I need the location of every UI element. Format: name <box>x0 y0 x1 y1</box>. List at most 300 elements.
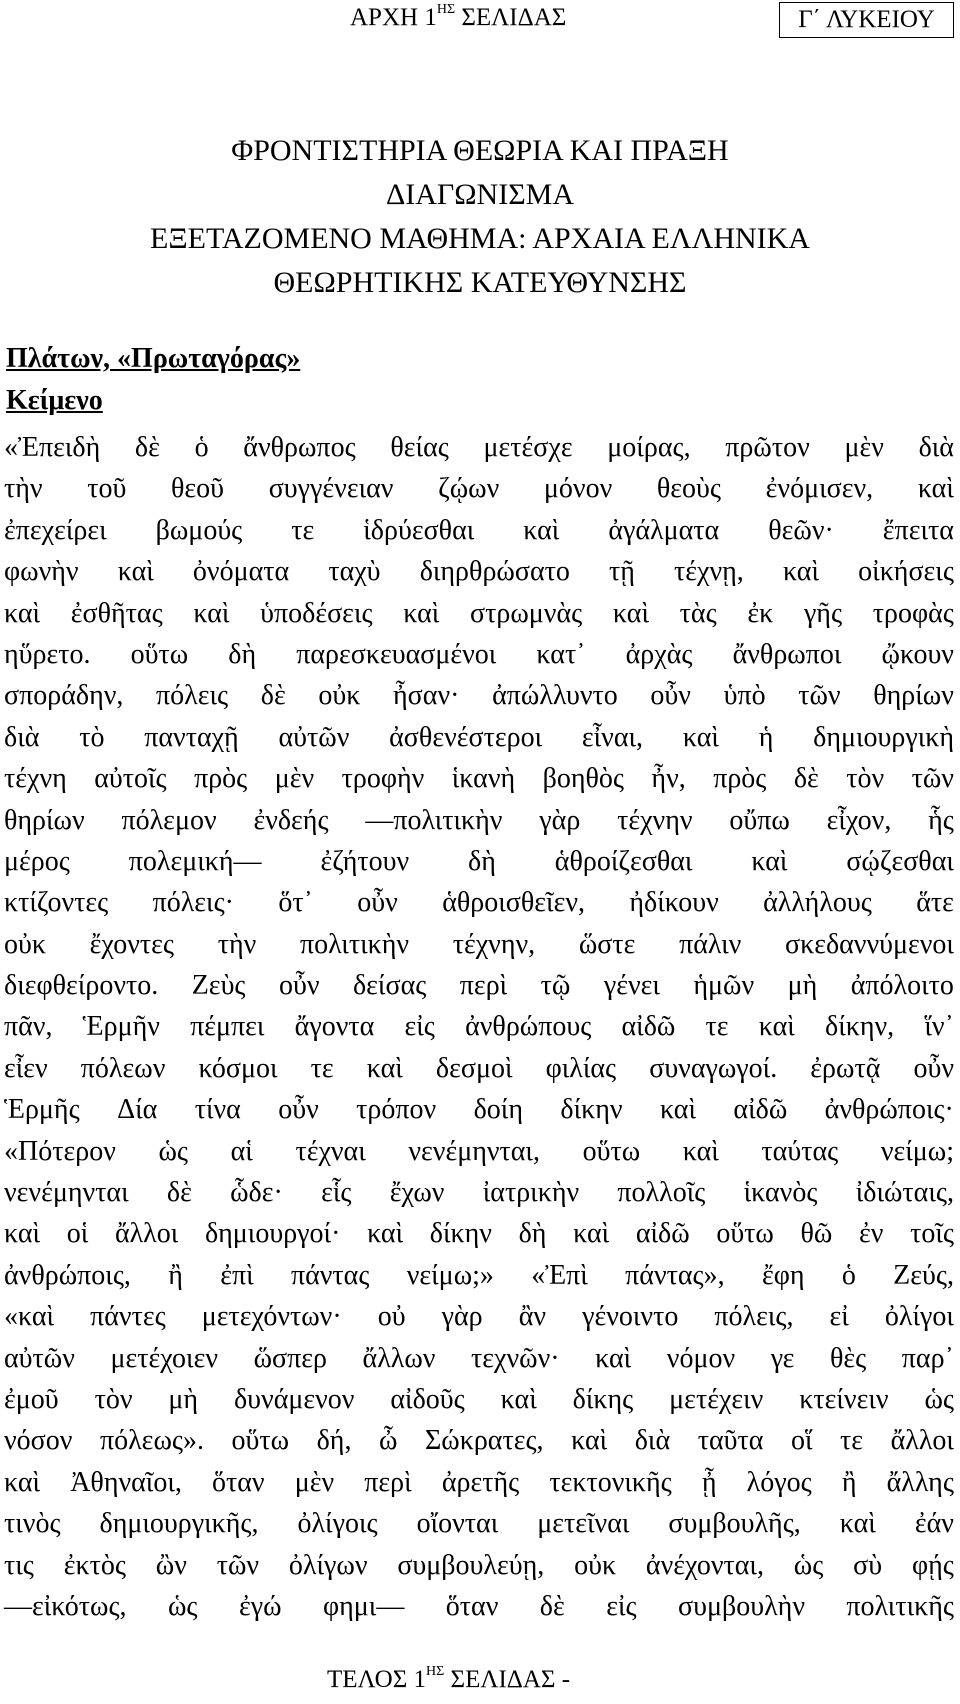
word: θεῶν· <box>768 514 834 546</box>
word: ἱδρύεσθαι <box>363 514 475 546</box>
word: βωμούς <box>155 514 243 546</box>
word: ὡς <box>158 1135 189 1167</box>
word: αὐτῶν <box>4 1342 75 1374</box>
word: δὴ <box>468 845 496 877</box>
word: τοῖς <box>910 1218 954 1250</box>
word: σποράδην, <box>4 680 124 712</box>
word: πολιτικὴν <box>299 928 410 960</box>
passage-line <box>4 965 954 1006</box>
word: ἂν <box>518 1301 547 1333</box>
word: πανταχῇ <box>144 721 239 753</box>
word: φωνὴν <box>4 556 79 588</box>
passage-line <box>4 1172 954 1213</box>
word: καὶ <box>403 597 440 629</box>
passage-line <box>4 1255 954 1296</box>
word: ἦσαν· <box>393 680 460 712</box>
word: εἰ <box>829 1301 849 1333</box>
word: οὕτω <box>716 1218 774 1250</box>
word: τῶν <box>798 680 841 712</box>
word: ηὕρετο. <box>4 638 91 670</box>
passage-line <box>4 1006 954 1047</box>
word: πολεμική— <box>128 845 262 877</box>
word: τε <box>705 1011 729 1043</box>
passage-line <box>4 758 954 799</box>
header-page-prefix: ΑΡΧΗ 1 <box>350 4 437 31</box>
word: καὶ <box>595 1342 632 1374</box>
word: ἄνθρωπος <box>243 432 356 463</box>
word: πολλοῖς <box>617 1177 706 1209</box>
word: —εἰκότως, <box>4 1590 127 1622</box>
word: ᾖ <box>701 1466 717 1498</box>
word: τίνα <box>194 1094 241 1126</box>
word: τε <box>840 1425 864 1457</box>
page-header-left <box>350 4 566 32</box>
word: οὖν <box>357 887 398 919</box>
word: δὲ <box>260 680 286 712</box>
word: σὺ <box>853 1549 883 1581</box>
word: καὶ <box>782 556 820 588</box>
word: πόλεως». <box>99 1425 204 1457</box>
word: διὰ <box>918 432 954 463</box>
word: πόλεις· <box>152 887 234 919</box>
passage-line <box>4 1048 954 1089</box>
passage-line <box>4 1089 954 1130</box>
word: αὐτῶν <box>278 721 350 753</box>
passage-line <box>4 924 954 965</box>
word: ἐγώ <box>238 1590 282 1622</box>
word: συμβουλῆς, <box>668 1508 801 1540</box>
word: ὀλίγοι <box>884 1301 954 1333</box>
word: οὐ <box>377 1301 406 1333</box>
word: ὀλίγοις <box>297 1508 378 1540</box>
word: μὲν <box>274 763 315 795</box>
word: οὐκ <box>4 928 46 960</box>
word: φιλίας <box>545 1052 617 1084</box>
passage-line <box>4 1586 954 1627</box>
word: θηρίων <box>873 680 954 712</box>
word: καὶ <box>367 1218 404 1250</box>
word: καὶ <box>682 721 719 753</box>
word: καὶ <box>500 1383 537 1415</box>
word: εἰς <box>606 1590 637 1622</box>
word: παρεσκευασμένοι <box>296 638 497 670</box>
word: δίκης <box>572 1383 634 1415</box>
word: θηρίων <box>4 804 85 836</box>
word: ἀνθρώποις, <box>4 1259 131 1291</box>
passage-line <box>4 634 954 675</box>
word: καὶ <box>571 1425 608 1457</box>
word: σῴζεσθαι <box>846 845 954 877</box>
word: τέχνη <box>4 763 67 795</box>
word: καὶ <box>4 1218 41 1250</box>
word: ἔχοντες <box>89 928 174 960</box>
word: δὲ <box>539 1590 565 1622</box>
word: δὴ <box>518 1218 547 1250</box>
word: αἰδῶ <box>635 1218 690 1250</box>
word: νενέμηνται, <box>408 1135 540 1167</box>
word: Ζεὺς <box>191 970 246 1002</box>
passage-line <box>4 841 954 882</box>
word: θὲς <box>829 1342 867 1374</box>
word: θῶ <box>800 1218 833 1250</box>
section-label: Κείμενο <box>6 385 103 416</box>
word: ἀλλήλους <box>763 887 872 919</box>
word: νόμον <box>666 1342 736 1374</box>
word: πολιτικῆς <box>846 1590 954 1622</box>
word: οὐκ <box>574 1549 617 1581</box>
word: ἀνέχονται, <box>645 1549 764 1581</box>
word: καὶ <box>4 1466 41 1498</box>
word: ἐσθῆτας <box>70 597 163 629</box>
word: νενέμηνται <box>4 1177 129 1209</box>
word: τέχνην <box>617 804 693 836</box>
passage-line <box>4 1420 954 1461</box>
word: καὶ <box>612 597 649 629</box>
word: οὖν <box>650 680 691 712</box>
passage-line <box>4 1131 954 1172</box>
word: ἀγάλματα <box>608 514 720 546</box>
word: μέρος <box>4 845 70 877</box>
passage-line <box>4 593 954 634</box>
word: εἰς <box>404 1011 435 1043</box>
word: σκεδαννύμενοι <box>784 928 954 960</box>
word: οἴονται <box>416 1508 499 1540</box>
word: τρόπον <box>356 1094 437 1126</box>
word: παρ᾽ <box>901 1342 954 1374</box>
word: οὐκ <box>318 680 361 712</box>
word: οἰκήσεις <box>858 556 954 588</box>
word: δημιουργικῆς, <box>99 1508 259 1540</box>
word: καὶ <box>751 845 788 877</box>
word: καὶ <box>523 514 560 546</box>
word: ἀσθενέστεροι <box>389 721 543 753</box>
word: κτίζοντες <box>4 887 109 919</box>
passage-line <box>4 1503 954 1544</box>
word: ἱκανὴ <box>451 763 516 795</box>
passage-line <box>4 675 954 716</box>
word: ἢ <box>841 1466 857 1498</box>
word: καὶ <box>4 597 41 629</box>
word: μετεχόντων· <box>201 1301 342 1333</box>
word: καὶ <box>117 556 154 588</box>
word: ἐνόμισεν, <box>765 473 874 505</box>
word: οὖν <box>913 1052 954 1084</box>
word: καὶ <box>366 1052 403 1084</box>
word: ἔπειτα <box>882 514 954 546</box>
word: τεκτονικῆς <box>549 1466 672 1498</box>
word: πόλεις, <box>714 1301 794 1333</box>
word: πέμπει <box>190 1011 265 1043</box>
word: ἡ <box>758 721 774 753</box>
word: ἄλλων <box>362 1342 436 1374</box>
word: συναγωγοί. <box>649 1052 778 1084</box>
word: καὶ <box>193 597 230 629</box>
word: τις <box>4 1549 34 1581</box>
word: εἶχον, <box>826 804 892 836</box>
word: ζῴων <box>438 473 500 505</box>
word: διεφθείροντο. <box>4 970 159 1002</box>
word: δίκην, <box>825 1011 895 1043</box>
word: μετεῖναι <box>537 1508 630 1540</box>
word: τῷ <box>540 970 571 1002</box>
passage-line <box>4 1462 954 1503</box>
word: οὔπω <box>729 804 790 836</box>
word: εἶναι, <box>581 721 644 753</box>
word: καὶ <box>659 1094 697 1126</box>
word: ὑπὸ <box>723 680 766 712</box>
word: τὴν <box>217 928 257 960</box>
word: ᾤκουν <box>881 638 954 670</box>
title-line: ΘΕΩΡΗΤΙΚΗΣ ΚΑΤΕΥΘΥΝΣΗΣ <box>273 266 687 299</box>
word: ἰδιώταις, <box>855 1177 954 1209</box>
word: μόνον <box>543 473 613 505</box>
word: δή, <box>316 1425 352 1457</box>
word: οὕτω <box>130 638 189 670</box>
word: δυνάμενον <box>233 1383 355 1415</box>
word: ἐκτὸς <box>63 1549 126 1581</box>
word: ἁθροίζεσθαι <box>554 845 693 877</box>
word: πόλεις <box>156 680 229 712</box>
word: ὦ <box>379 1425 398 1457</box>
word: πάντας», <box>625 1259 725 1291</box>
word: ἐμοῦ <box>4 1383 59 1415</box>
word: αὐτοῖς <box>94 763 167 795</box>
word: οὖν <box>278 970 320 1002</box>
word: γένει <box>603 970 660 1002</box>
word: συγγένειαν <box>268 473 394 505</box>
word: νόσον <box>4 1425 73 1457</box>
word: αἱ <box>230 1135 253 1167</box>
word: λόγος <box>746 1466 812 1498</box>
word: τοῦ <box>87 473 127 505</box>
word: συμβουλεύῃ, <box>397 1549 545 1581</box>
word: δίκην <box>429 1218 492 1250</box>
passage-line <box>4 1545 954 1586</box>
word: περὶ <box>459 970 508 1002</box>
word: ἅτε <box>916 887 954 919</box>
word: φῄς <box>911 1549 954 1581</box>
word: ἦν, <box>651 763 686 795</box>
word: τῶν <box>911 763 954 795</box>
word: οἵ <box>790 1425 813 1457</box>
word: ἄλλοι <box>890 1425 954 1457</box>
word: δὲ <box>166 1177 192 1209</box>
footer-superscript: ΗΣ <box>426 1664 445 1679</box>
passage-line <box>4 468 954 509</box>
word: καὶ <box>758 1011 795 1043</box>
word: μὴ <box>787 970 818 1002</box>
word: «Ἐπὶ <box>531 1259 588 1291</box>
word: οὖν <box>278 1094 319 1126</box>
word: τροφὰς <box>872 597 954 629</box>
word: μετέσχε <box>483 432 573 463</box>
word: συμβουλὴν <box>678 1590 805 1622</box>
word: μετέχοιεν <box>110 1342 218 1374</box>
word: τὸ <box>79 721 105 753</box>
word: καὶ <box>839 1508 876 1540</box>
word: αἰδοῦς <box>390 1383 465 1415</box>
word: δὲ <box>134 432 160 463</box>
word: νείμω; <box>880 1135 954 1167</box>
grade-box: Γ΄ ΛΥΚΕΙΟΥ <box>779 2 954 38</box>
word: πρὸς <box>194 763 248 795</box>
word: γε <box>770 1342 795 1374</box>
word: μὲν <box>844 432 884 463</box>
word: ταῦτα <box>697 1425 764 1457</box>
word: ἐπὶ <box>220 1259 254 1291</box>
word: οἱ <box>66 1218 89 1250</box>
title-block <box>0 129 960 305</box>
word: Ἑρμῆς <box>4 1094 80 1126</box>
word: γένοιντο <box>582 1301 679 1333</box>
word: ὅταν <box>212 1466 265 1498</box>
title-line: ΔΙΑΓΩΝΙΣΜΑ <box>385 178 575 211</box>
word: ὢν <box>155 1549 187 1581</box>
word: γῆς <box>803 597 843 629</box>
word: θεοὺς <box>656 473 722 505</box>
word: δοίη <box>473 1094 523 1126</box>
word: δίκην <box>560 1094 623 1126</box>
passage-line <box>4 1213 954 1254</box>
footer-suffix: ΣΕΛΙΔΑΣ - <box>444 1666 571 1693</box>
word: ἐκ <box>747 597 774 629</box>
word: ἀπόλοιτο <box>850 970 954 1002</box>
word: δημιουργικὴ <box>813 721 954 753</box>
word: ἱκανὸς <box>743 1177 818 1209</box>
word: ἧς <box>928 804 954 836</box>
word: καὶ <box>917 473 954 505</box>
word: ἀρετῆς <box>441 1466 520 1498</box>
passage-line <box>4 427 954 468</box>
word: φημι— <box>322 1590 405 1622</box>
header-page-suffix: ΣΕΛΙΔΑΣ <box>455 4 567 31</box>
word: ἐπεχείρει <box>4 514 107 546</box>
word: μὲν <box>294 1466 335 1498</box>
word: Ἑρμῆν <box>82 1011 160 1043</box>
word: ὑποδέσεις <box>260 597 373 629</box>
word: νείμω;» <box>406 1259 494 1291</box>
word: πάλιν <box>679 928 742 960</box>
word: ὡς <box>924 1383 954 1415</box>
passage-line <box>4 882 954 923</box>
footer-prefix: ΤΕΛΟΣ 1 <box>327 1666 426 1693</box>
word: πρὸς <box>713 763 767 795</box>
passage-line <box>4 1296 954 1337</box>
word: κτείνειν <box>799 1383 889 1415</box>
header-page-superscript: ΗΣ <box>436 2 456 17</box>
word: μὴ <box>168 1383 199 1415</box>
word: ἰατρικὴν <box>482 1177 580 1209</box>
word: μοίρας, <box>607 432 691 463</box>
word: τε <box>310 1052 334 1084</box>
word: τέχνην, <box>452 928 536 960</box>
word: ἵν᾽ <box>924 1011 954 1043</box>
word: γὰρ <box>539 804 581 836</box>
word: τὰς <box>679 597 717 629</box>
word: ἀπώλλυντο <box>492 680 618 712</box>
word: διηρθρώσατο <box>419 556 570 588</box>
word: ὅτ᾽ <box>278 887 313 919</box>
word: δείσας <box>352 970 427 1002</box>
word: στρωμνὰς <box>470 597 583 629</box>
word: «Πότερον <box>4 1135 116 1167</box>
word: τινὸς <box>4 1508 61 1540</box>
word: Σώκρατες, <box>424 1425 544 1457</box>
word: θεοῦ <box>171 473 225 505</box>
word: καὶ <box>682 1135 719 1167</box>
word: ἀνθρώπους <box>465 1011 592 1043</box>
word: περὶ <box>364 1466 412 1498</box>
word: τὴν <box>4 473 43 505</box>
word: ἢ <box>168 1259 183 1291</box>
word: Ἀθηναῖοι, <box>70 1466 182 1498</box>
word: πάντες <box>90 1301 166 1333</box>
word: ὥσπερ <box>253 1342 327 1374</box>
word: ὧδε· <box>230 1177 283 1209</box>
word: τέχναι <box>295 1135 366 1167</box>
word: πόλεμον <box>121 804 217 836</box>
word: ἠδίκουν <box>629 887 719 919</box>
word: εἷς <box>321 1177 352 1209</box>
word: τροφὴν <box>341 763 425 795</box>
word: ταχὺ <box>328 556 381 588</box>
word: ἀρχὰς <box>625 638 693 670</box>
word: ὀνόματα <box>192 556 290 588</box>
passage-line <box>4 1379 954 1420</box>
word: ὡς <box>168 1590 198 1622</box>
word: ἄνθρωποι <box>732 638 842 670</box>
word: μετέχειν <box>669 1383 764 1415</box>
word: τε <box>291 514 315 546</box>
word: τῇ <box>609 556 635 588</box>
word: ὅταν <box>445 1590 499 1622</box>
word: ἔφη <box>761 1259 805 1291</box>
page-footer <box>327 1666 570 1694</box>
word: αἰδῶ <box>621 1011 676 1043</box>
passage-line <box>4 717 954 758</box>
word: ὥστε <box>578 928 636 960</box>
word: τὸν <box>94 1383 133 1415</box>
word: ἐνδεής <box>253 804 329 836</box>
word: ὁ <box>194 432 209 463</box>
word: τῶν <box>216 1549 260 1581</box>
word: ἐν <box>859 1218 884 1250</box>
word: ἡμῶν <box>693 970 755 1002</box>
word: καὶ <box>573 1218 610 1250</box>
word: ἀνθρώποις· <box>824 1094 954 1126</box>
passage-line <box>4 1338 954 1379</box>
word: διὰ <box>4 721 40 753</box>
word: τὸν <box>846 763 885 795</box>
title-line: ΕΞΕΤΑΖΟΜΕΝΟ ΜΑΘΗΜΑ: ΑΡΧΑΙΑ ΕΛΛΗΝΙΚΑ <box>150 222 810 255</box>
word: ἁθροισθεῖεν, <box>442 887 585 919</box>
word: δὴ <box>228 638 257 670</box>
passage-line <box>4 551 954 592</box>
title-line: ΦΡΟΝΤΙΣΤΗΡΙΑ ΘΕΩΡΙΑ ΚΑΙ ΠΡΑΞΗ <box>231 134 729 167</box>
word: ὡς <box>793 1549 824 1581</box>
word: ἐζήτουν <box>320 845 410 877</box>
word: πάντας <box>290 1259 370 1291</box>
word: δεσμοὶ <box>435 1052 513 1084</box>
passage-line <box>4 510 954 551</box>
word: ἐάν <box>914 1508 954 1540</box>
work-title: Πλάτων, «Πρωταγόρας» <box>6 343 301 374</box>
word: —πολιτικὴν <box>365 804 503 836</box>
passage-text <box>4 427 954 1627</box>
word: ἐρωτᾷ <box>810 1052 881 1084</box>
word: πρῶτον <box>725 432 810 463</box>
word: θείας <box>390 432 449 463</box>
